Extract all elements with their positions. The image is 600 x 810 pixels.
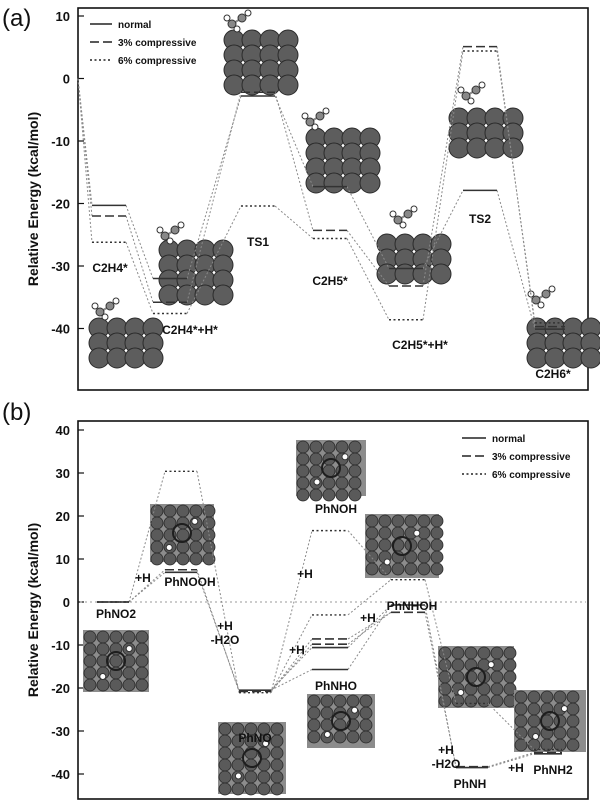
step-label-line: +H xyxy=(360,611,376,625)
slab-atom xyxy=(306,173,326,193)
step-label xyxy=(289,643,305,657)
y-tick-label: -20 xyxy=(51,681,70,696)
surface-atom xyxy=(84,643,96,655)
surface-atom xyxy=(123,679,135,691)
carbon-atom xyxy=(472,86,480,94)
y-tick-label: -10 xyxy=(51,638,70,653)
hydrogen-atom xyxy=(166,545,172,551)
slab-c2h5 xyxy=(306,128,380,193)
surface-atom xyxy=(84,631,96,643)
hydrogen-atom xyxy=(178,222,184,228)
surface-atom xyxy=(349,465,361,477)
surface-atom xyxy=(271,771,283,783)
molecule-c2h5 xyxy=(302,108,329,130)
y-tick-label: -10 xyxy=(51,134,70,149)
surface-atom xyxy=(567,739,579,751)
y-tick-label: 10 xyxy=(55,552,70,567)
hydrogen-atom xyxy=(352,707,358,713)
molecule-c2h4-h xyxy=(157,222,184,244)
surface-atom xyxy=(151,505,163,517)
step-label-line: +H xyxy=(217,619,233,633)
surface-atom xyxy=(452,695,464,707)
surface-atom xyxy=(465,695,477,707)
surface-atom xyxy=(219,771,231,783)
connector-normal xyxy=(126,205,153,278)
surface-atom xyxy=(554,691,566,703)
surface-atom xyxy=(491,695,503,707)
hydrogen-atom xyxy=(384,559,390,565)
connector-6pct xyxy=(275,206,313,239)
carbon-atom xyxy=(171,226,179,234)
molecule-c2h5-h xyxy=(390,206,417,228)
surface-atom xyxy=(347,731,359,743)
surface-atom xyxy=(360,707,372,719)
panel-b-ylabel: Relative Energy (kcal/mol) xyxy=(25,522,41,698)
surface-atom xyxy=(151,529,163,541)
molecule-ts1 xyxy=(224,10,251,32)
panel-a xyxy=(2,5,600,390)
surface-atom xyxy=(452,671,464,683)
model-phno2 xyxy=(83,630,149,692)
surface-atom xyxy=(418,515,430,527)
step-label-line: +H xyxy=(289,643,305,657)
panel-a-label: (a) xyxy=(2,5,32,32)
slab-atom xyxy=(485,138,505,158)
surface-atom xyxy=(478,647,490,659)
step-label-line: +H xyxy=(508,761,524,775)
legend-label-6pct: 6% compressive xyxy=(118,56,197,67)
panel-a-legend xyxy=(90,20,197,67)
slab-atom xyxy=(89,348,109,368)
state-label-7: C2H6* xyxy=(535,367,571,381)
surface-atom xyxy=(310,441,322,453)
hydrogen-atom xyxy=(312,124,318,130)
surface-atom xyxy=(418,539,430,551)
step-label xyxy=(297,567,313,581)
surface-atom xyxy=(271,723,283,735)
surface-atom xyxy=(219,735,231,747)
connector-3pct xyxy=(126,216,153,302)
y-tick-label: -30 xyxy=(51,724,70,739)
surface-atom xyxy=(439,659,451,671)
surface-atom xyxy=(203,541,215,553)
surface-atom xyxy=(405,563,417,575)
slab-atom xyxy=(377,264,397,284)
surface-atom xyxy=(219,759,231,771)
surface-atom xyxy=(567,727,579,739)
surface-atom xyxy=(379,515,391,527)
surface-atom xyxy=(349,453,361,465)
hydrogen-atom xyxy=(167,238,173,244)
surface-atom xyxy=(360,695,372,707)
state-label-phnh: PhNH xyxy=(453,777,487,791)
surface-atom xyxy=(336,477,348,489)
y-tick-label: -30 xyxy=(51,259,70,274)
hydrogen-atom xyxy=(400,222,406,228)
surface-atom xyxy=(136,667,148,679)
slab-c2h5-h xyxy=(377,234,451,284)
molecule-ts2 xyxy=(458,82,485,104)
surface-atom xyxy=(297,489,309,501)
legend-label-normal: normal xyxy=(118,20,152,31)
model-phnoh xyxy=(296,440,366,501)
hydrogen-atom xyxy=(102,314,108,320)
slab-atom xyxy=(467,138,487,158)
slab-ts1 xyxy=(224,30,298,95)
surface-atom xyxy=(136,631,148,643)
surface-atom xyxy=(123,631,135,643)
surface-atom xyxy=(360,719,372,731)
slab-atom xyxy=(195,285,215,305)
surface-atom xyxy=(431,551,443,563)
panel-b xyxy=(2,399,588,799)
surface-atom xyxy=(504,659,516,671)
y-tick-label: 0 xyxy=(62,71,70,87)
connector-6pct xyxy=(126,242,153,313)
model-phnhoh xyxy=(365,514,443,578)
connector-6pct xyxy=(78,79,92,243)
state-label-3: TS1 xyxy=(246,235,270,249)
surface-atom xyxy=(567,703,579,715)
surface-atom xyxy=(219,747,231,759)
surface-atom xyxy=(431,563,443,575)
surface-atom xyxy=(366,527,378,539)
hydrogen-atom xyxy=(479,82,485,88)
legend-label-normal: normal xyxy=(492,434,526,445)
state-label-2: C2H4*+H* xyxy=(162,323,218,337)
surface-atom xyxy=(515,691,527,703)
hydrogen-atom xyxy=(549,286,555,292)
surface-atom xyxy=(515,727,527,739)
surface-atom xyxy=(452,659,464,671)
surface-atom xyxy=(321,707,333,719)
hydrogen-atom xyxy=(324,732,330,738)
surface-atom xyxy=(110,679,122,691)
y-tick-label: -20 xyxy=(51,196,70,212)
hydrogen-atom xyxy=(235,773,241,779)
state-label-phno: PhNO xyxy=(238,731,272,745)
surface-atom xyxy=(515,703,527,715)
surface-atom xyxy=(504,671,516,683)
surface-atom xyxy=(308,695,320,707)
surface-atom xyxy=(136,679,148,691)
state-label-phnooh: PhNOOH xyxy=(164,575,216,589)
surface-atom xyxy=(271,735,283,747)
hydrogen-atom xyxy=(302,113,308,119)
hydrogen-atom xyxy=(224,15,230,21)
step-label-line: -H2O xyxy=(431,757,461,771)
model-phnh2 xyxy=(514,690,586,752)
surface-atom xyxy=(310,489,322,501)
state-label-phnh2: PhNH2 xyxy=(533,763,573,777)
surface-atom xyxy=(323,477,335,489)
surface-atom xyxy=(336,441,348,453)
surface-atom xyxy=(136,655,148,667)
surface-atom xyxy=(164,553,176,565)
surface-atom xyxy=(310,465,322,477)
slab-c2h4 xyxy=(89,318,163,368)
connector-normal xyxy=(78,79,92,206)
surface-atom xyxy=(177,553,189,565)
hydrogen-atom xyxy=(390,211,396,217)
model-phnooh xyxy=(150,504,215,565)
surface-atom xyxy=(151,553,163,565)
surface-atom xyxy=(177,505,189,517)
surface-atom xyxy=(297,477,309,489)
surface-atom xyxy=(392,563,404,575)
state-label-1: C2H4* xyxy=(92,261,128,275)
surface-atom xyxy=(151,541,163,553)
slab-atom xyxy=(581,348,600,368)
y-tick-label: 40 xyxy=(55,423,70,438)
slab-atom xyxy=(360,173,380,193)
surface-atom xyxy=(366,515,378,527)
slab-atom xyxy=(449,138,469,158)
surface-atom xyxy=(84,667,96,679)
surface-atom xyxy=(349,489,361,501)
hydrogen-atom xyxy=(342,454,348,460)
surface-atom xyxy=(504,647,516,659)
surface-atom xyxy=(465,647,477,659)
hydrogen-atom xyxy=(314,479,320,485)
slab-atom xyxy=(431,264,451,284)
surface-atom xyxy=(310,453,322,465)
surface-atom xyxy=(136,643,148,655)
surface-atom xyxy=(271,783,283,795)
surface-atom xyxy=(379,527,391,539)
hydrogen-atom xyxy=(414,530,420,536)
slab-atom xyxy=(324,173,344,193)
surface-atom xyxy=(232,759,244,771)
step-label-line: +H xyxy=(438,743,454,757)
surface-atom xyxy=(164,505,176,517)
surface-atom xyxy=(271,747,283,759)
panel-a-y-axis xyxy=(51,9,84,337)
carbon-atom xyxy=(316,112,324,120)
surface-atom xyxy=(219,723,231,735)
surface-atom xyxy=(297,465,309,477)
slab-atom xyxy=(125,348,145,368)
carbon-atom xyxy=(404,210,412,218)
state-label-4: C2H5* xyxy=(312,274,348,288)
slab-atom xyxy=(527,348,547,368)
surface-atom xyxy=(190,553,202,565)
hydrogen-atom xyxy=(488,662,494,668)
hydrogen-atom xyxy=(192,518,198,524)
hydrogen-atom xyxy=(411,206,417,212)
slab-atom xyxy=(413,264,433,284)
surface-atom xyxy=(349,477,361,489)
surface-atom xyxy=(491,647,503,659)
surface-atom xyxy=(392,515,404,527)
hydrogen-atom xyxy=(561,706,567,712)
step-label xyxy=(432,743,461,771)
surface-atom xyxy=(567,691,579,703)
surface-atom xyxy=(366,563,378,575)
step-label xyxy=(135,571,151,585)
slab-atom xyxy=(545,348,565,368)
surface-atom xyxy=(219,783,231,795)
surface-atom xyxy=(439,695,451,707)
surface-atom xyxy=(258,783,270,795)
panel-b-label: (b) xyxy=(2,399,32,426)
surface-atom xyxy=(323,489,335,501)
surface-atom xyxy=(528,703,540,715)
slab-atom xyxy=(503,138,523,158)
surface-atom xyxy=(491,671,503,683)
panel-a-connectors xyxy=(78,47,535,330)
state-label-6: TS2 xyxy=(468,212,492,226)
y-tick-label: -40 xyxy=(51,321,70,337)
legend-label-3pct: 3% compressive xyxy=(492,452,571,463)
y-tick-label: 0 xyxy=(62,595,70,610)
surface-atom xyxy=(97,643,109,655)
surface-atom xyxy=(431,527,443,539)
hydrogen-atom xyxy=(245,10,251,16)
surface-atom xyxy=(245,783,257,795)
surface-atom xyxy=(347,695,359,707)
surface-atom xyxy=(321,695,333,707)
hydrogen-atom xyxy=(323,108,329,114)
surface-atom xyxy=(567,715,579,727)
hydrogen-atom xyxy=(92,303,98,309)
y-tick-label: 30 xyxy=(55,466,70,481)
legend-label-3pct: 3% compressive xyxy=(118,38,197,49)
surface-atom xyxy=(97,679,109,691)
surface-atom xyxy=(379,539,391,551)
slab-atom xyxy=(563,348,583,368)
slab-c2h6 xyxy=(527,318,600,368)
surface-atom xyxy=(418,551,430,563)
surface-atom xyxy=(439,647,451,659)
surface-atom xyxy=(431,539,443,551)
surface-atom xyxy=(336,489,348,501)
hydrogen-atom xyxy=(234,26,240,32)
surface-atom xyxy=(360,731,372,743)
surface-atom xyxy=(528,715,540,727)
surface-atom xyxy=(110,655,122,667)
surface-atom xyxy=(405,515,417,527)
step-label-line: -H2O xyxy=(210,633,240,647)
surface-atom xyxy=(190,541,202,553)
state-label-phnoh: PhNOH xyxy=(315,502,357,516)
surface-atom xyxy=(431,515,443,527)
surface-atom xyxy=(491,683,503,695)
state-label-phnho: PhNHO xyxy=(315,679,357,693)
surface-atom xyxy=(308,719,320,731)
surface-atom xyxy=(84,679,96,691)
hydrogen-atom xyxy=(458,690,464,696)
surface-atom xyxy=(308,707,320,719)
panel-a-ylabel: Relative Energy (kcal/mol) xyxy=(25,111,41,287)
hydrogen-atom xyxy=(113,298,119,304)
surface-atom xyxy=(452,647,464,659)
surface-atom xyxy=(84,655,96,667)
hydrogen-atom xyxy=(468,98,474,104)
surface-atom xyxy=(323,441,335,453)
carbon-atom xyxy=(542,290,550,298)
surface-atom xyxy=(245,771,257,783)
hydrogen-atom xyxy=(538,302,544,308)
connector-6pct xyxy=(497,51,535,323)
slab-ts2 xyxy=(449,108,523,158)
connector-6pct xyxy=(348,580,391,615)
connector-3pct xyxy=(275,92,313,230)
surface-atom xyxy=(232,783,244,795)
surface-atom xyxy=(418,563,430,575)
hydrogen-atom xyxy=(458,87,464,93)
surface-atom xyxy=(110,631,122,643)
surface-atom xyxy=(554,739,566,751)
slab-atom xyxy=(213,285,233,305)
surface-atom xyxy=(515,715,527,727)
step-label xyxy=(360,611,376,625)
surface-atom xyxy=(123,667,135,679)
surface-atom xyxy=(190,505,202,517)
step-label-line: +H xyxy=(297,567,313,581)
hydrogen-atom xyxy=(533,734,539,740)
surface-atom xyxy=(258,771,270,783)
y-tick-label: 20 xyxy=(55,509,70,524)
hydrogen-atom xyxy=(100,674,106,680)
surface-atom xyxy=(541,739,553,751)
surface-atom xyxy=(334,731,346,743)
surface-atom xyxy=(190,529,202,541)
slab-atom xyxy=(342,173,362,193)
surface-atom xyxy=(528,691,540,703)
surface-atom xyxy=(177,517,189,529)
surface-atom xyxy=(97,631,109,643)
panel-b-legend xyxy=(462,434,571,481)
surface-atom xyxy=(349,441,361,453)
legend-label-6pct: 6% compressive xyxy=(492,470,571,481)
surface-atom xyxy=(203,517,215,529)
step-label-line: +H xyxy=(135,571,151,585)
surface-atom xyxy=(297,441,309,453)
panel-b-y-axis xyxy=(51,423,84,782)
connector-3pct xyxy=(187,92,241,302)
y-tick-label: -40 xyxy=(51,767,70,782)
slab-atom xyxy=(278,75,298,95)
surface-atom xyxy=(334,695,346,707)
slab-atom xyxy=(395,264,415,284)
model-phnho xyxy=(307,694,375,748)
surface-atom xyxy=(366,539,378,551)
hydrogen-atom xyxy=(157,227,163,233)
slab-atom xyxy=(107,348,127,368)
surface-atom xyxy=(392,551,404,563)
molecule-c2h4 xyxy=(92,298,119,320)
state-label-5: C2H5*+H* xyxy=(392,338,448,352)
carbon-atom xyxy=(238,14,246,22)
connector-normal xyxy=(497,190,535,329)
step-label xyxy=(508,761,524,775)
connector-normal xyxy=(271,670,312,691)
state-label-phno2: PhNO2 xyxy=(95,607,137,621)
surface-atom xyxy=(271,759,283,771)
surface-atom xyxy=(478,695,490,707)
carbon-atom xyxy=(106,302,114,310)
slab-atom xyxy=(143,348,163,368)
surface-atom xyxy=(308,731,320,743)
surface-atom xyxy=(541,691,553,703)
surface-atom xyxy=(151,517,163,529)
hydrogen-atom xyxy=(126,646,132,652)
surface-atom xyxy=(297,453,309,465)
y-tick-label: 10 xyxy=(55,9,70,24)
state-label-phnhoh: PhNHOH xyxy=(386,599,438,613)
